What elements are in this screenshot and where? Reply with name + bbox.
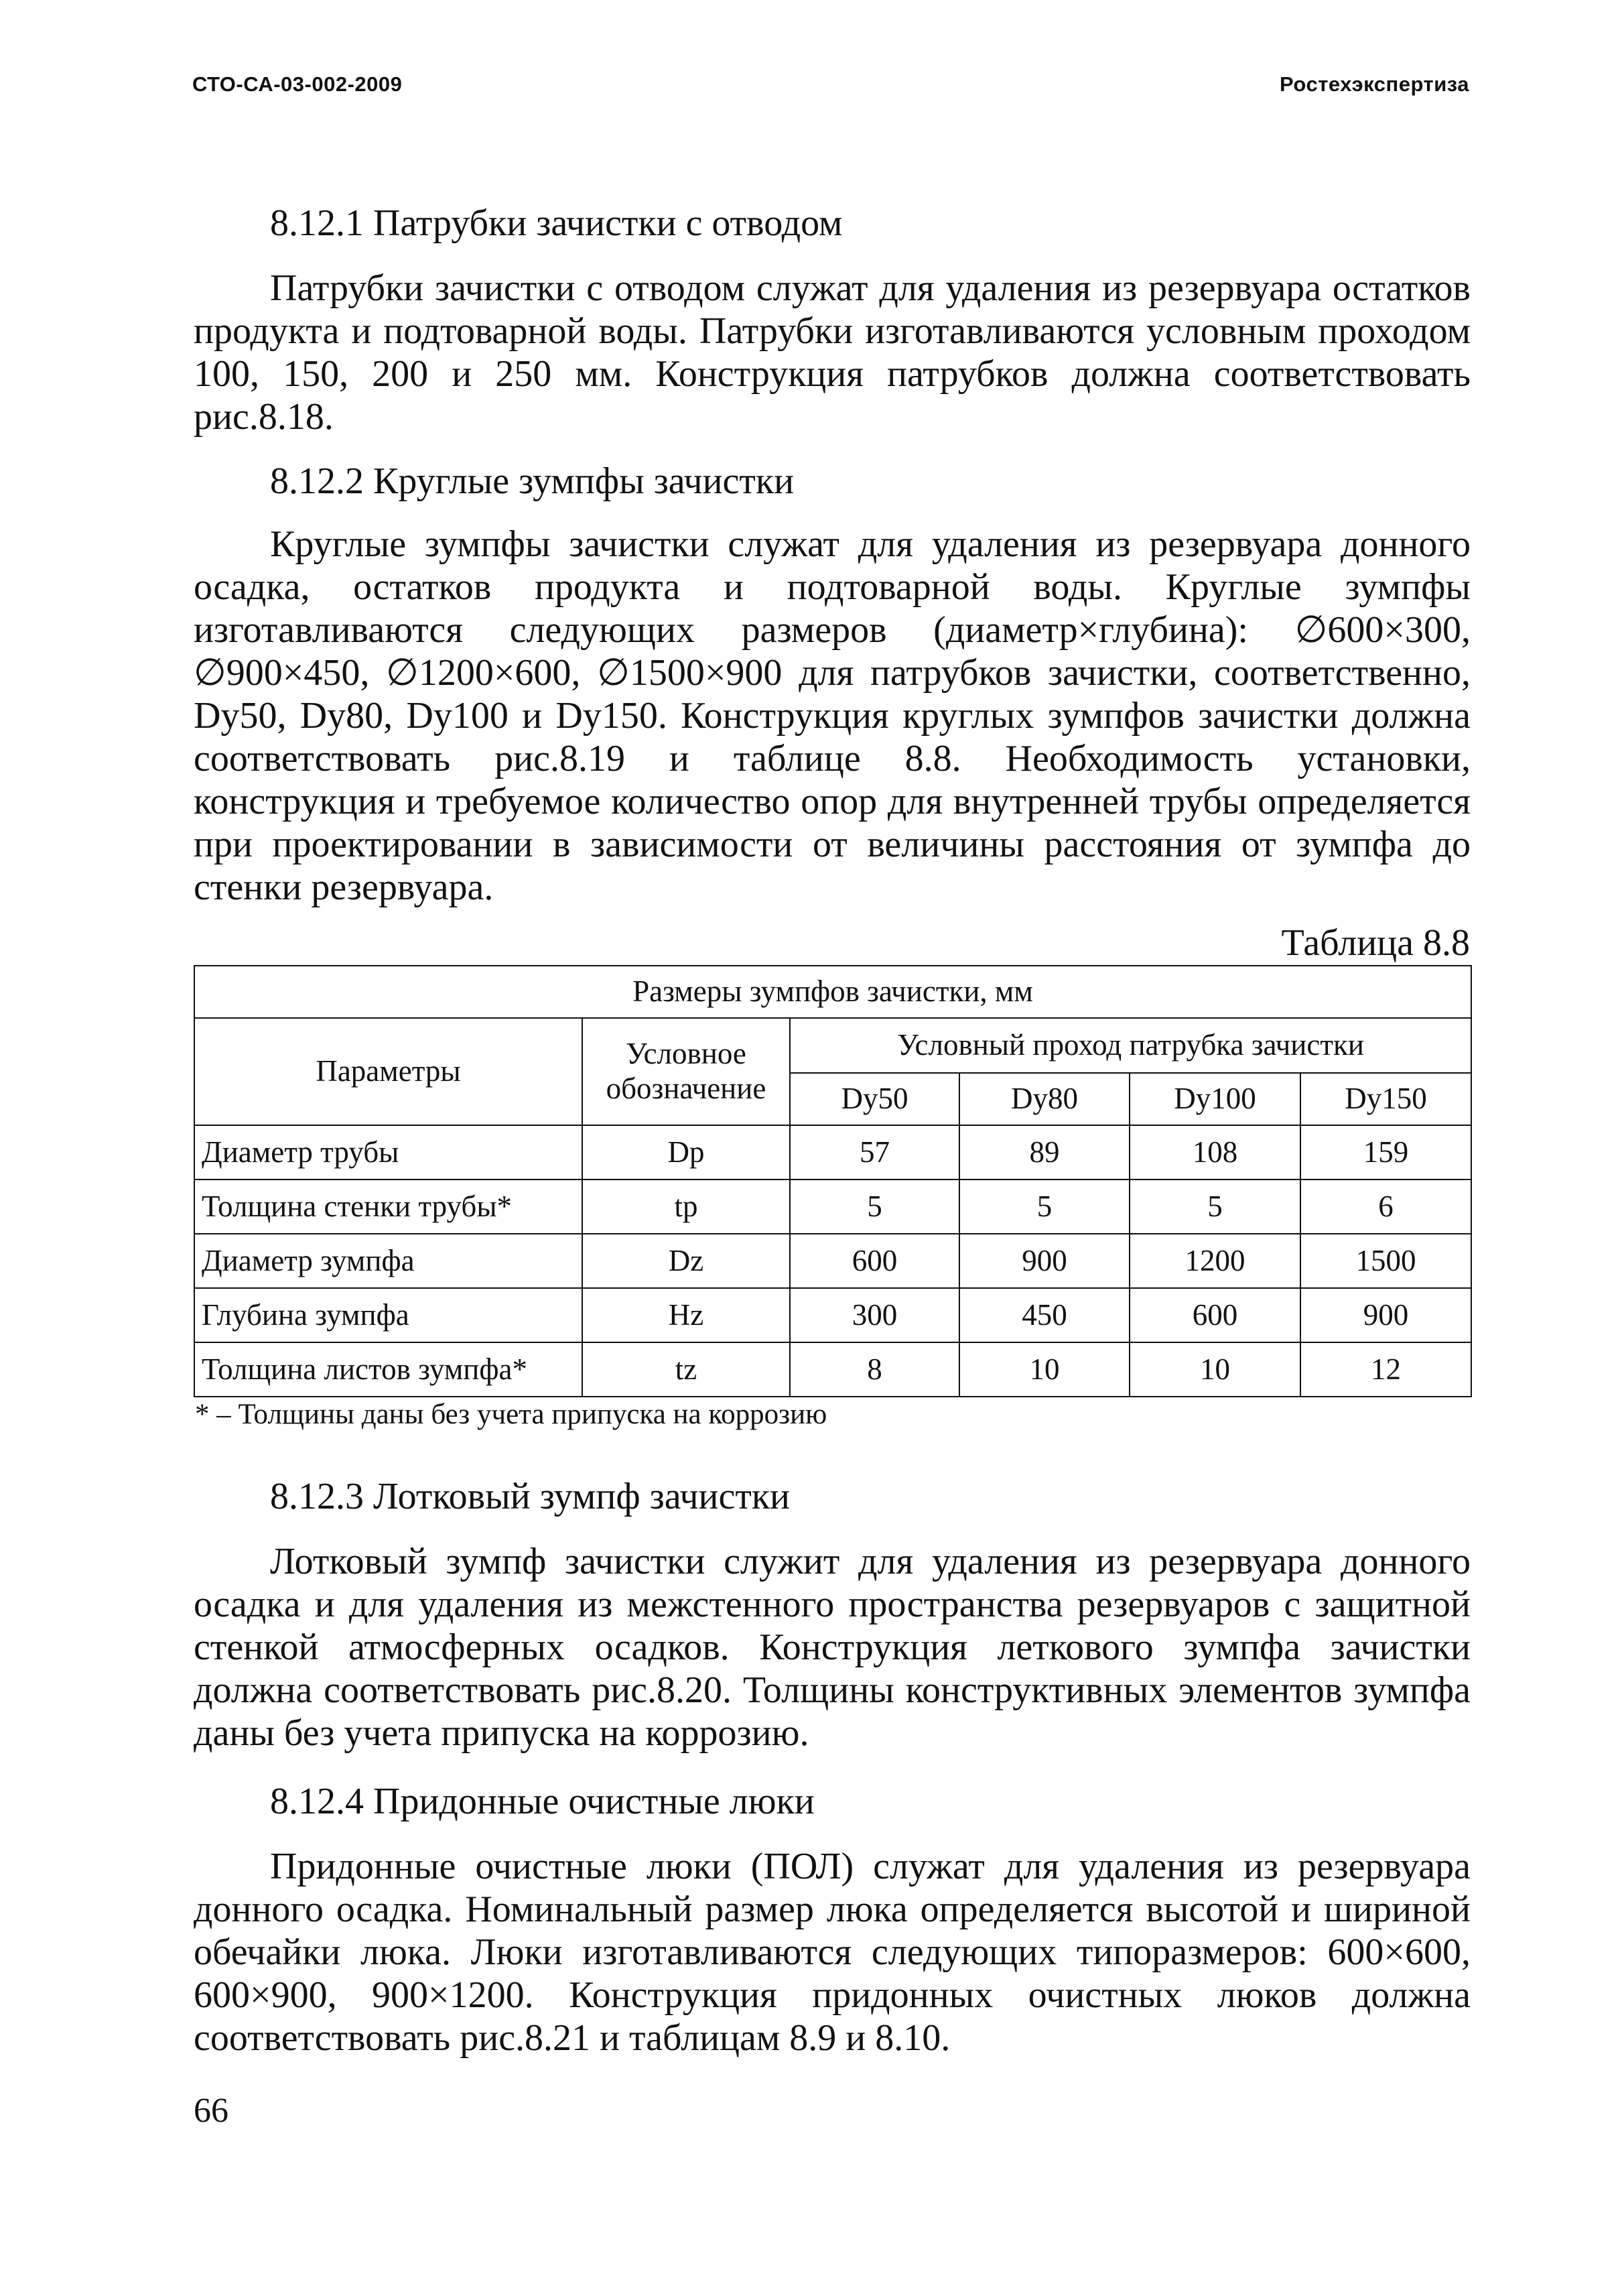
row-value: 108 — [1130, 1125, 1300, 1179]
row-symbol: tz — [582, 1342, 790, 1397]
row-parameter: Диаметр зумпфа — [194, 1234, 582, 1288]
row-symbol: Hz — [582, 1288, 790, 1342]
row-value: 10 — [1130, 1342, 1300, 1397]
section-heading-8-12-4: 8.12.4 Придонные очистные люки — [270, 1781, 815, 1822]
row-value: 1500 — [1300, 1234, 1471, 1288]
table-row — [194, 1342, 1471, 1397]
sump-dimensions-table — [194, 965, 1472, 1397]
section-paragraph-8-12-4: Придонные очистные люки (ПОЛ) служат для удаления из резервуара донного осадка. Номинальный размер люка определяется высотой и шириной обечайки люка. Люки изготавливаются следующих типоразмеров: 600×600, 600×900, 900×1200. Конструкция придонных очистных люков должна соответствовать рис.8.21 и таблицам 8.9 и 8.10. — [194, 1846, 1471, 2059]
table-caption: Таблица 8.8 — [1281, 922, 1470, 964]
header-nominal-bore: Условный проход патрубка зачистки — [790, 1018, 1471, 1073]
header-dn: Dу150 — [1300, 1073, 1471, 1125]
header-parameters: Параметры — [194, 1018, 582, 1125]
header-dn: Dу50 — [790, 1073, 959, 1125]
document-code: СТО-СА-03-002-2009 — [192, 72, 403, 96]
row-value: 12 — [1300, 1342, 1471, 1397]
section-heading-8-12-3: 8.12.3 Лотковый зумпф зачистки — [270, 1476, 790, 1517]
header-dn: Dу100 — [1130, 1073, 1300, 1125]
section-paragraph-8-12-1: Патрубки зачистки с отводом служат для удаления из резервуара остатков продукта и подтоварной воды. Патрубки изготавливаются условным проходом 100, 150, 200 и 250 мм. Конструкция патрубков должна соответствовать рис.8.18. — [194, 267, 1471, 438]
row-symbol: Dz — [582, 1234, 790, 1288]
section-heading-8-12-2: 8.12.2 Круглые зумпфы зачистки — [270, 460, 795, 502]
row-parameter: Глубина зумпфа — [194, 1288, 582, 1342]
section-heading-8-12-1: 8.12.1 Патрубки зачистки с отводом — [270, 202, 843, 244]
row-value: 5 — [790, 1179, 959, 1234]
row-value: 5 — [959, 1179, 1130, 1234]
header-symbol: Условное обозначение — [582, 1018, 790, 1125]
row-value: 450 — [959, 1288, 1130, 1342]
row-value: 159 — [1300, 1125, 1471, 1179]
row-value: 6 — [1300, 1179, 1471, 1234]
row-value: 900 — [1300, 1288, 1471, 1342]
row-value: 600 — [1130, 1288, 1300, 1342]
row-parameter: Диаметр трубы — [194, 1125, 582, 1179]
table-title: Размеры зумпфов зачистки, мм — [194, 966, 1471, 1018]
row-value: 300 — [790, 1288, 959, 1342]
header-dn: Dу80 — [959, 1073, 1130, 1125]
table-row — [194, 1288, 1471, 1342]
row-value: 89 — [959, 1125, 1130, 1179]
row-parameter: Толщина листов зумпфа* — [194, 1342, 582, 1397]
table-footnote: * – Толщины даны без учета припуска на коррозию — [195, 1399, 827, 1430]
row-value: 1200 — [1130, 1234, 1300, 1288]
table-row — [194, 1179, 1471, 1234]
page-number: 66 — [194, 2092, 228, 2130]
row-value: 5 — [1130, 1179, 1300, 1234]
section-paragraph-8-12-3: Лотковый зумпф зачистки служит для удаления из резервуара донного осадка и для удаления из межстенного пространства резервуаров с защитной стенкой атмосферных осадков. Конструкция леткового зумпфа зачистки должна соответствовать рис.8.20. Толщины конструктивных элементов зумпфа даны без учета припуска на коррозию. — [194, 1541, 1471, 1754]
section-paragraph-8-12-2: Круглые зумпфы зачистки служат для удаления из резервуара донного осадка, остатков продукта и подтоварной воды. Круглые зумпфы изготавливаются следующих размеров (диаметр×глубина): ∅600×300, ∅900×450, ∅1200×600, ∅1500×900 для патрубков зачистки, соответственно, Dу50, Dу80, Dу100 и Dу150. Конструкция круглых зумпфов зачистки должна соответствовать рис.8.19 и таблице 8.8. Необходимость установки, конструкция и требуемое количество опор для внутренней трубы определяется при проектировании в зависимости от величины расстояния от зумпфа до стенки резервуара. — [194, 523, 1471, 908]
row-value: 600 — [790, 1234, 959, 1288]
row-value: 900 — [959, 1234, 1130, 1288]
row-symbol: Dр — [582, 1125, 790, 1179]
row-value: 57 — [790, 1125, 959, 1179]
table-row — [194, 1234, 1471, 1288]
row-symbol: tр — [582, 1179, 790, 1234]
organization-name: Ростехэкспертиза — [1280, 72, 1469, 96]
row-value: 10 — [959, 1342, 1130, 1397]
row-value: 8 — [790, 1342, 959, 1397]
row-parameter: Толщина стенки трубы* — [194, 1179, 582, 1234]
table-row — [194, 1125, 1471, 1179]
